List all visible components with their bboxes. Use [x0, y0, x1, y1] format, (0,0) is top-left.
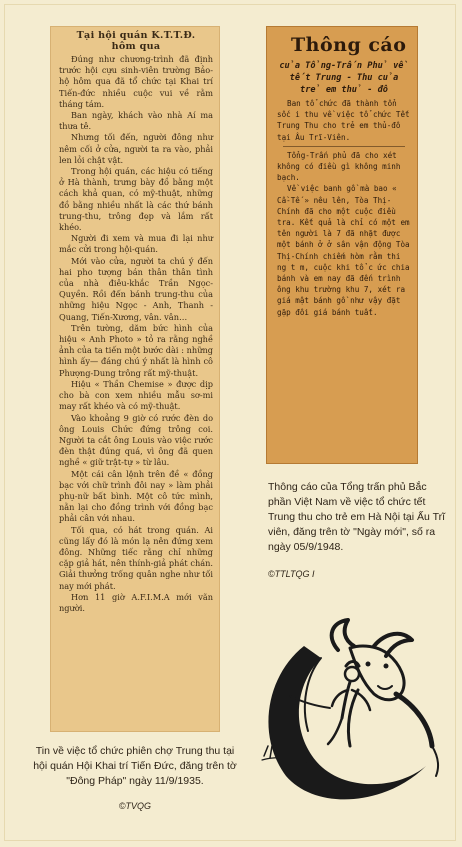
caption-credit: ©TTLTQG I [268, 569, 315, 579]
notice-paragraph: Về việc banh gồ mà bao « Cầ-Tế » nêu lên, Tòa Thị-Chính đã cho một cuộc điều tra. Kết quả là chỉ có một em tên người là 7 đã nhặt được một bánh ở ở sân vận động Tòa Thị-Chính chiếm hòm rằm thi ng t m, cuộc khi tổ c ức chia bánh và em nay đã đến trình ông khu trường khu 7, xét ra giá mật bánh gồ như vậy đặt gặp đôi giá bánh tuất. [277, 184, 410, 317]
caption-text: Tin về việc tổ chức phiên chợ Trung thu tại hội quán Hội Khai trí Tiến Đức, đăng trên tờ "Đông Pháp" ngày 11/9/1935. [33, 745, 237, 787]
clipping-paragraph: Ban ngày, khách vào nhà Aí ma thưa tê. [59, 110, 213, 132]
newspaper-clipping-dong-phap [50, 26, 220, 732]
notice-paragraph: Tổng-Trấn phủ đã cho xét không có điều gì không minh bạch. [277, 150, 401, 183]
clipping-paragraph: Nhưng tối đến, người đông như nêm cối ở cửa, người ta ra vào, phải len lỏi chật vật. [59, 132, 213, 165]
newspaper-clipping-ngay-moi [266, 26, 418, 464]
clipping-paragraph: Mới vào cửa, người ta chú ý đến hai pho tượng bán thân thân tình của nhà điêu-khắc Trần Ngọc-Quyền. Rồi đến bánh trung-thu của những hiệu Ngọc - Anh, Thanh - Quang, Tiến-Xương, vân. vân… [59, 255, 213, 322]
notice-paragraph: Ban tổ chức đã thành tổn sốc i thu về việc tổ chức Tết Trung Thu cho trẻ em thủ-đô tại Âu Trĩ-Viên. [277, 99, 410, 142]
clipping-paragraph: Người đi xem và mua đi lại như mắc cửi trong hội-quán. [59, 233, 213, 255]
notice-divider [283, 146, 405, 147]
child-on-buffalo-moon-ink-drawing-icon [246, 606, 456, 811]
clipping-paragraph: Một cái cân lệnh trên đề « đồng bạc với chữ trình đôi nay » làm phải phụ-nữ bất bình. Một cô tức mình, nằn lại cho đồng trình với đồng bạc phải cân với nhau. [59, 468, 213, 524]
clipping-paragraph: Trong hội quán, các hiệu có tiếng ở Hà thành, trưng bày đồ bằng một cách khả quan, có mỹ-thuật, những đồ bằng nhiều nhất là các thứ bánh trung-thu, trông đẹp và lắm rất khéo. [59, 166, 213, 233]
clipping-headline: Tại hội quán K.T.T.Đ. [76, 30, 196, 41]
clipping-paragraph: Tối qua, có hát trong quán. Ai cũng lấy đó là món lạ nên đứng xem đông. Những tiếc rằng chỉ những cặp giả hát, nên thính-giả phát chán. Giải thưởng trống quân nghe như tối nay mới phát. [59, 524, 213, 591]
clipping-subheadline: hôm qua [111, 41, 161, 52]
clipping-paragraph: Hơn 11 giờ A.F.I.M.A mới vãn người. [59, 591, 213, 613]
caption-text: Thông cáo của Tổng trấn phủ Bắc phần Việt Nam về việc tổ chức tết Trung thu cho trẻ em Hà Nội tại Ấu Trĩ viên, đăng trên tờ "Ngày mới", số ra ngày 05/9/1948. [268, 481, 446, 553]
notice-title: Thông cáo [291, 34, 407, 56]
illustration-svg [246, 606, 456, 811]
clipping-paragraph: Hiệu « Thần Chemise » được dịp cho bà con xem nhiều mẫu sơ-mi may rất khéo và có mỹ-thuật. [59, 378, 213, 412]
caption-dong-phap [28, 744, 242, 814]
notice-subtitle: của Tổng-Trấn Phủ về tết Trung - Thu của trẻ em thủ - đô [279, 61, 409, 95]
caption-ngay-moi [268, 480, 450, 582]
clipping-paragraph: Vào khoảng 9 giờ có rước đèn do ông Louis Chức đứng trông coi. Người ta cắt ông Louis vào việc rước đèn thật đúng quá, vì ông đã quen nghề « giữ trật-tự » từ lâu. [59, 412, 213, 468]
caption-credit: ©TVQG [118, 801, 152, 811]
clipping-paragraph: Đúng như chương-trình đã định trước hội cựu sinh-viên trường Bảo-hộ hôm qua đã tổ chức tại Khai trí Tiến-đức nhiều cuộc vui về rằm tháng tám. [59, 54, 213, 109]
clipping-paragraph: Trên tường, dăm bức hình của hiệu « Anh Photo » tỏ ra rằng nghề ảnh của ta tiến một bước dài : những hình ấy— đáng chú ý nhất là hình cô Phượng-Dung trông rất mỹ-thuật. [59, 322, 213, 378]
